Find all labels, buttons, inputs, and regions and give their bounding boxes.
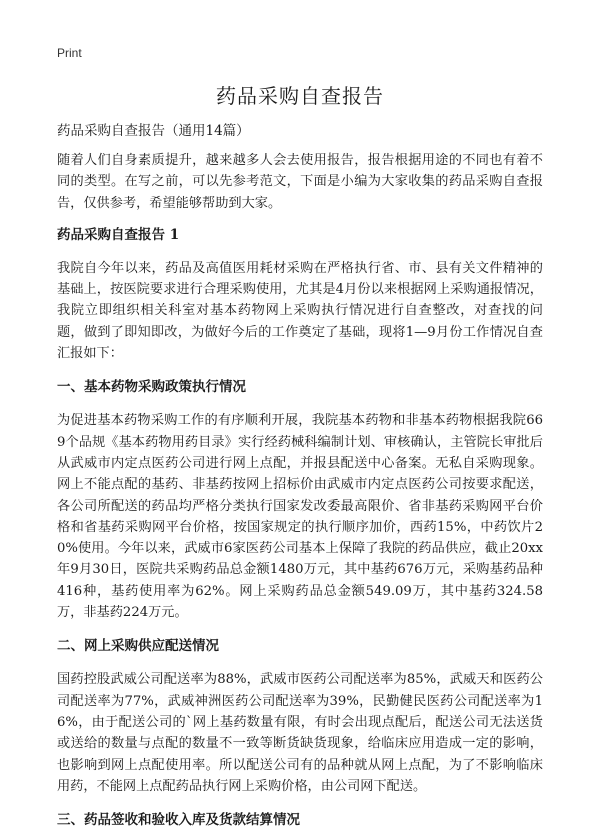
print-link[interactable]: Print bbox=[57, 46, 82, 60]
report-intro-paragraph: 我院自今年以来，药品及高值医用耗材采购在严格执行省、市、县有关文件精神的基础上，按医院要求进行合理采购使用，尤其是4月份以来根据网上采购通报情况，我院立即组织相关科室对基本药物网上采购执行情况进行自查整改，对查找的问题，做到了即知即改，为做好今后的工作奠定了基础，现将1—9月份工作情况自查汇报如下： bbox=[57, 260, 543, 362]
document-subtitle: 药品采购自查报告（通用14篇） bbox=[57, 123, 250, 139]
document-body bbox=[57, 150, 543, 831]
report-heading: 药品采购自查报告 1 bbox=[57, 226, 180, 243]
section-heading-3: 三、药品签收和验收入库及货款结算情况 bbox=[57, 812, 300, 829]
section-heading-2: 二、网上采购供应配送情况 bbox=[57, 638, 219, 655]
section-body-2: 国药控股武威公司配送率为88%，武威市医药公司配送率为85%，武威天和医药公司配送率为77%，武威神洲医药公司配送率为39%，民勤健民医药公司配送率为16%，由于配送公司的`网上基药数量有限，有时会出现点配后，配送公司无法送货或送给的数量与点配的数量不一致等断货缺货现象，给临床应用造成一定的影响，也影响到网上点配使用率。所以配送公司有的品种就从网上点配，为了不影响临床用药，不能网上点配药品执行网上采购价格，由公司网下配送。 bbox=[57, 672, 543, 794]
document-title: 药品采购自查报告 bbox=[216, 84, 384, 108]
section-heading-1: 一、基本药物采购政策执行情况 bbox=[57, 379, 246, 396]
intro-paragraph: 随着人们自身素质提升，越来越多人会去使用报告，报告根据用途的不同也有着不同的类型。在写之前，可以先参考范文，下面是小编为大家收集的药品采购自查报告，仅供参考，希望能够帮助到大家。 bbox=[57, 153, 543, 211]
section-body-1: 为促进基本药物采购工作的有序顺利开展，我院基本药物和非基本药物根据我院669个品规《基本药物用药目录》实行经药械科编制计划、审核确认，主管院长审批后从武威市内定点医药公司进行网上点配，并报县配送中心备案。无私自采购现象。网上不能点配的基药、非基药按网上招标价由武威市内定点医药公司按要求配送，各公司所配送的药品均严格分类执行国家发改委最高限价、省非基药采购网平台价格和省基药采购网平台价格，按国家规定的执行顺序加价，西药15%，中药饮片20%使用。今年以来，武威市6家医药公司基本上保障了我院的药品供应，截止20xx年9月30日，医院共采购药品总金额1480万元，其中基药676万元，采购基药品种416种，基药使用率为62%。网上采购药品总金额549.09万，其中基药324.58万，非基药224万元。 bbox=[57, 413, 543, 621]
